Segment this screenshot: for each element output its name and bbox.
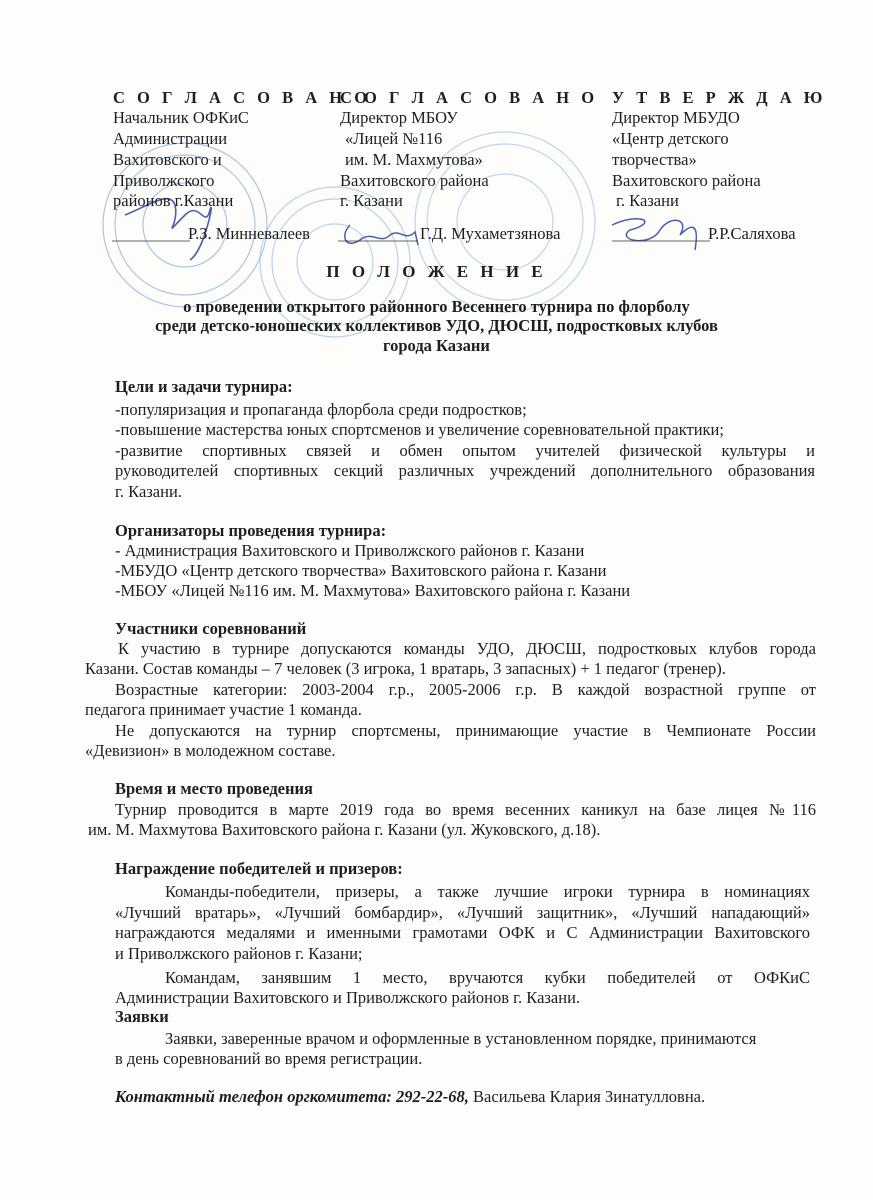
participants-text: Не допускаются на турнир спортсмены, принимающие участие в Чемпионате России	[115, 721, 816, 740]
section-heading-venue: Время и место проведения	[115, 779, 313, 798]
approval-line: творчества»	[612, 150, 697, 169]
awards-text: Командам, занявшим 1 место, вручаются кубки победителей от ОФКиС	[165, 968, 810, 987]
document-title: П О Л О Ж Е Н И Е	[326, 262, 547, 281]
approval-title: С О Г Л А С О В А Н О	[113, 88, 372, 107]
awards-text: Администрации Вахитовского и Приволжского районов г. Казани.	[115, 988, 581, 1007]
goal-item: -развитие спортивных связей и обмен опытом учителей физической культуры и	[115, 441, 815, 460]
approval-line: Администрации	[113, 129, 228, 148]
approval-line: им. М. Махмутова»	[345, 150, 483, 169]
awards-text: Команды-победители, призеры, а также лучшие игроки турнира в номинациях	[165, 882, 810, 901]
signature-salyakhova	[612, 219, 696, 250]
approval-line: Начальник ОФКиС	[113, 108, 249, 127]
applications-text: Заявки, заверенные врачом и оформленные в установленном порядке, принимаются	[165, 1029, 757, 1048]
applications-text: в день соревнований во время регистрации.	[115, 1049, 423, 1068]
participants-text: педагога принимает участие 1 команда.	[85, 700, 362, 719]
section-heading-applications: Заявки	[115, 1007, 169, 1026]
participants-text: Возрастные категории: 2003-2004 г.р., 2005-2006 г.р. В каждой возрастной группе от	[115, 680, 816, 699]
approval-line: «Центр детского	[612, 129, 729, 148]
contact-phone-label: Контактный телефон оргкомитета: 292-22-68,	[115, 1087, 469, 1106]
awards-text: награждаются медалями и именными грамотами ОФК и С Администрации Вахитовского	[115, 923, 810, 942]
goal-item: -популяризация и пропаганда флорбола среди подростков;	[115, 400, 527, 419]
approval-title: У Т В Е Р Ж Д А Ю	[612, 88, 827, 107]
signatory-name: Г.Д. Мухаметзянова	[420, 224, 561, 243]
signatory-name: Р.Р.Саляхова	[708, 224, 796, 243]
awards-text: и Приволжского районов г. Казани;	[115, 944, 363, 963]
section-heading-goals: Цели и задачи турнира:	[115, 377, 293, 396]
approval-line: Директор МБОУ	[340, 108, 458, 127]
venue-text: Турнир проводится в марте 2019 года во время весенних каникул на базе лицея №116	[115, 800, 816, 819]
approval-title: С О Г Л А С О В А Н О	[340, 88, 599, 107]
participants-text: Казани. Состав команды – 7 человек (3 игрока, 1 вратарь, 3 запасных) + 1 педагог (тренер).	[85, 659, 726, 678]
document-subtitle: о проведении открытого районного Весеннего турнира по флорболу	[183, 297, 690, 316]
approval-line: Вахитовского района	[340, 171, 489, 190]
approval-line: Вахитовского района	[612, 171, 761, 190]
approval-line: Вахитовского и	[113, 150, 222, 169]
awards-text: «Лучший вратарь», «Лучший бомбардир», «Лучший защитник», «Лучший нападающий»	[115, 903, 810, 922]
section-heading-organizers: Организаторы проведения турнира:	[115, 521, 387, 540]
organizer-item: -МБОУ «Лицей №116 им. М. Махмутова» Вахитовского района г. Казани	[115, 581, 631, 600]
approval-line: г. Казани	[616, 191, 679, 210]
approval-line: Директор МБУДО	[612, 108, 740, 127]
document-subtitle: среди детско-юношеских коллективов УДО, ДЮСШ, подростковых клубов	[155, 316, 718, 335]
signature-mukhametzyanova	[345, 225, 418, 245]
approval-line: г. Казани	[340, 191, 403, 210]
organizer-item: -МБУДО «Центр детского творчества» Вахитовского района г. Казани	[115, 561, 607, 580]
organizer-item: - Администрация Вахитовского и Приволжского районов г. Казани	[115, 541, 585, 560]
approval-line: Приволжского	[113, 171, 215, 190]
document-subtitle: города Казани	[383, 336, 490, 355]
goal-item: руководителей спортивных секций различных учреждений дополнительного образования	[115, 461, 815, 480]
section-heading-awards: Награждение победителей и призеров:	[115, 859, 403, 878]
signatory-name: Р.З. Минневалеев	[188, 224, 310, 243]
contact-person: Васильева Клария Зинатулловна.	[473, 1087, 706, 1106]
goal-item: -повышение мастерства юных спортсменов и увеличение соревновательной практики;	[115, 420, 724, 439]
participants-text: «Девизион» в молодежном составе.	[85, 741, 336, 760]
contact-line	[115, 1087, 705, 1107]
goal-item: г. Казани.	[115, 482, 182, 501]
approval-line: районов г.Казани	[113, 191, 234, 210]
participants-text: К участию в турнире допускаются команды УДО, ДЮСШ, подростковых клубов города	[118, 639, 816, 658]
approval-line: «Лицей №116	[345, 129, 443, 148]
venue-text: им. М. Махмутова Вахитовского района г. Казани (ул. Жуковского, д.18).	[88, 820, 601, 839]
section-heading-participants: Участники соревнований	[115, 619, 307, 638]
